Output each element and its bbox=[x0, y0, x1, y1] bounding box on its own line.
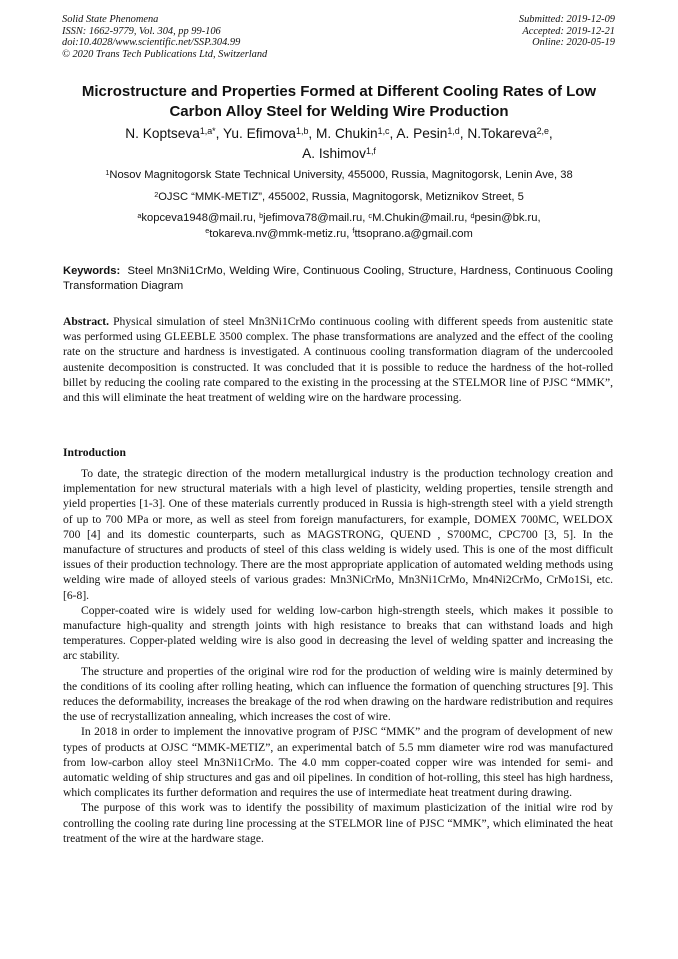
email-list: $^a$kopceva1948@mail.ru, $^b$jefimova78@mail.ru, $^c$M.Chukin@mail.ru, $^d$pesin@bk.ru, $^e$tokareva.nv@mmk-metiz.ru, $^f$ttsoprano.a@gmail.com bbox=[137, 210, 541, 240]
paragraph: Copper-coated wire is widely used for welding low-carbon high-strength steels, which makes it possible to manufacture high-quality and strength joints with high resistance to breaks that can withstand loads and high temperatures. Copper-plated welding wire is also good in decreasing the level of welding spatter and increasing the arc stability. bbox=[63, 603, 613, 663]
journal-name: Solid State Phenomena bbox=[62, 14, 159, 25]
author: A. Pesin$^{1,d}$, bbox=[396, 126, 468, 141]
email[interactable]: $^d$pesin@bk.ru bbox=[470, 210, 538, 224]
paragraph: The purpose of this work was to identify the possibility of maximum plasticization of the initial wire rod by controlling the cooling rate during line processing at the STELMOR line of PJSC “MMK”, which eliminated the heat treatment of the wire at the hardware stage. bbox=[63, 801, 613, 845]
paper-title: Microstructure and Properties Formed at Different Cooling Rates of Low Carbon Alloy Steel for Welding Wire Production bbox=[81, 83, 597, 120]
submission-dates bbox=[519, 14, 615, 49]
email[interactable]: $^f$ttsoprano.a@gmail.com bbox=[352, 226, 473, 240]
journal-doi[interactable]: doi:10.4028/www.scientific.net/SSP.304.99 bbox=[62, 37, 241, 49]
keywords-text: Steel Mn3Ni1CrMo, Welding Wire, Continuous Cooling, Structure, Hardness, Continuous Cooling Transformation Diagram bbox=[63, 265, 613, 293]
abstract-label: Abstract. bbox=[63, 315, 110, 328]
author: A. Ishimov$^{1,f}$ bbox=[302, 146, 376, 161]
email[interactable]: $^b$jefimova78@mail.ru bbox=[259, 210, 363, 224]
author-list bbox=[55, 124, 623, 164]
journal-issn: ISSN: 1662-9779, Vol. 304, pp 99-106 bbox=[62, 25, 221, 37]
keywords bbox=[63, 264, 613, 295]
affiliation: $^2$OJSC “MMK-METIZ”, 455002, Russia, Magnitogorsk, Metiznikov Street, 5 bbox=[154, 189, 524, 203]
journal-copyright: © 2020 Trans Tech Publications Ltd, Switzerland bbox=[62, 48, 268, 60]
journal-info bbox=[62, 14, 267, 60]
email[interactable]: $^e$tokareva.nv@mmk-metiz.ru bbox=[205, 226, 347, 240]
email[interactable]: $^c$M.Chukin@mail.ru bbox=[368, 210, 465, 224]
online-date: Online: 2020-05-19 bbox=[532, 37, 615, 49]
abstract-text: Physical simulation of steel Mn3Ni1CrMo continuous cooling with different speeds from austenitic state was performed using GLEEBLE 3500 complex. The phase transformations are analyzed and the effect of the cooling rate on the structure and hardness is investigated. A continuous cooling transformation diagram of the undercooled austenite decomposition is constructed. It was concluded that it is possible to reduce the hardness of the hot-rolled billet by reducing the cooling rate compared to the existing in the processing at the STELMOR line of PJSC “MMK”, and this will eliminate the heat treatment of welding wire on the hardware processing. bbox=[63, 315, 613, 405]
author: M. Chukin$^{1,c}$, bbox=[316, 126, 397, 141]
paragraph: The structure and properties of the original wire rod for the production of welding wire is mainly determined by the conditions of its cooling after rolling heating, which can influence the formation of quenching structures [9]. This reduces the deformability, increases the breakage of the rod when drawing on the hardware redistribution and requires the use of recrystallization annealing, which increases the cost of wire. bbox=[63, 664, 613, 724]
paragraph: In 2018 in order to implement the innovative program of PJSC “MMK” and the program of development of new types of products at OJSC “MMK-METIZ”, an experimental batch of 5.5 mm diameter wire rod was manufactured from low-carbon alloy steel Mn3Ni1CrMo. The 4.0 mm copper-coated copper wire was intended for semi- and automatic welding of ship structures and gas and oil pipelines. In condition of hot-rolling, this steel has high hardness, which complicates its further deformation and requires the use of intermediate heat treatment during drawing. bbox=[63, 725, 613, 800]
author: N. Koptseva$^{1,a*}$, bbox=[125, 126, 223, 141]
submitted-date: Submitted: 2019-12-09 bbox=[518, 14, 615, 25]
accepted-date: Accepted: 2019-12-21 bbox=[522, 25, 615, 37]
abstract bbox=[63, 314, 613, 405]
author: N.Tokareva$^{2,e}$, bbox=[467, 126, 553, 141]
author: Yu. Efimova$^{1,b}$, bbox=[223, 126, 317, 141]
keywords-label: Keywords: bbox=[63, 265, 121, 277]
affiliation: $^1$Nosov Magnitogorsk State Technical University, 455000, Russia, Magnitogorsk, Lenin Ave, 38 bbox=[105, 167, 573, 181]
email[interactable]: $^a$kopceva1948@mail.ru bbox=[137, 210, 253, 224]
paragraph: To date, the strategic direction of the modern metallurgical industry is the production technology creation and implementation for new structural materials with a high level of plasticity, welding properties, tensile strength and yield properties [1-3]. One of these materials currently produced in Russia is high-strength steel with a yield strength of up to 700 MPa or more, as well as steel from foreign manufacturers, for example, DOMEX 700MC, WELDOX 700 [4] and its domestic counterparts, such as MAGSTRONG, QUEND , S700MC, CPC700 [3, 5]. In the manufacture of structures and products of steel of this class welding is widely used. This is one of the most difficult issues of their production technology. There are the most appropriate application of automated welding methods using welding wire made of alloyed steels of various grades: Mn3NiCrMo, Mn3Ni1CrMo, Mn4Ni2CrMo, CrMo1Si, etc. [6-8]. bbox=[63, 467, 613, 602]
section-heading-introduction: Introduction bbox=[63, 446, 126, 459]
introduction-body bbox=[63, 466, 613, 846]
